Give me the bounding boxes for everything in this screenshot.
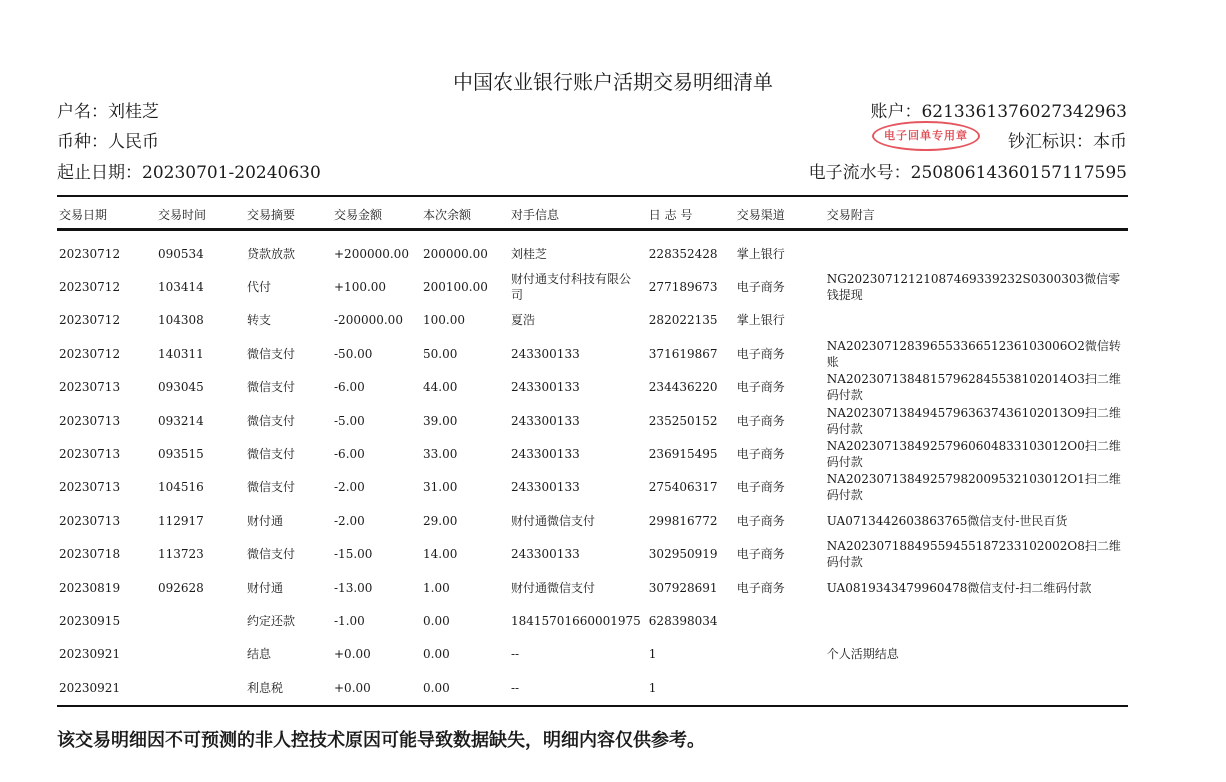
cell-balance: 0.00 <box>423 647 450 662</box>
cell-channel: 电子商务 <box>736 447 785 462</box>
label: 币种： <box>57 132 108 152</box>
column-header-time: 交易时间 <box>156 200 245 230</box>
cell-channel: 电子商务 <box>736 547 785 562</box>
cell-remark: NA20230713849457963637436102013O9扫二维码付款 <box>826 405 1121 436</box>
cell-balance: 29.00 <box>423 513 458 528</box>
cell-summary: 微信支付 <box>247 380 296 395</box>
cell-log-number: 228352428 <box>648 246 718 261</box>
cell-remark <box>825 604 1128 637</box>
cell-amount: +100.00 <box>334 280 387 295</box>
cell-counterparty: 刘桂芝 <box>511 246 548 261</box>
cell-balance: 33.00 <box>423 447 458 462</box>
cell-counterparty: 243300133 <box>511 480 580 495</box>
cell-remark: 个人活期结息 <box>826 647 899 662</box>
column-header-balance: 本次余额 <box>421 200 509 230</box>
cell-log-number: 275406317 <box>648 480 718 495</box>
cell-date: 20230712 <box>59 346 121 361</box>
date-range <box>57 158 321 183</box>
table-row <box>57 504 1128 537</box>
cell-time: 092628 <box>158 580 204 595</box>
cell-date: 20230921 <box>59 680 121 695</box>
cell-channel: 电子商务 <box>736 580 785 595</box>
cell-amount: +0.00 <box>334 680 371 695</box>
cell-summary: 结息 <box>247 647 272 662</box>
cell-summary: 利息税 <box>247 680 284 695</box>
divider <box>57 705 1128 707</box>
cell-amount: -6.00 <box>334 380 365 395</box>
cell-remark: NA20230713848157962845538102014O3扫二维码付款 <box>826 372 1121 403</box>
cell-time: 093515 <box>158 447 204 462</box>
cell-channel: 电子商务 <box>736 380 785 395</box>
cell-date: 20230713 <box>59 480 121 495</box>
table-row <box>57 270 1128 303</box>
table-row <box>57 671 1128 704</box>
cell-balance: 100.00 <box>423 313 465 328</box>
cell-amount: -1.00 <box>334 613 365 628</box>
cell-log-number: 299816772 <box>648 513 718 528</box>
cell-remark: UA0819343479960478微信支付-扫二维码付款 <box>826 580 1092 595</box>
column-header-remark: 交易附言 <box>825 200 1128 230</box>
cell-counterparty: 财付通支付科技有限公司 <box>511 272 632 303</box>
cell-summary: 微信支付 <box>247 346 296 361</box>
cell-date: 20230713 <box>59 447 121 462</box>
label: 起止日期： <box>57 163 142 183</box>
cell-summary: 微信支付 <box>247 547 296 562</box>
cell-counterparty: 243300133 <box>511 346 580 361</box>
table-row <box>57 337 1128 370</box>
cell-summary: 财付通 <box>247 580 284 595</box>
cell-channel: 掌上银行 <box>736 246 785 261</box>
cell-log-number: 628398034 <box>648 613 718 628</box>
cell-summary: 财付通 <box>247 513 284 528</box>
cell-time: 140311 <box>158 346 204 361</box>
cell-summary: 微信支付 <box>247 447 296 462</box>
cell-remark: NA20230713849257982009532103012O1扫二维码付款 <box>826 472 1121 503</box>
account-holder <box>57 97 159 122</box>
cell-date: 20230718 <box>59 547 121 562</box>
cell-counterparty: 夏浩 <box>511 313 536 328</box>
column-header-summary: 交易摘要 <box>245 200 332 230</box>
cell-log-number: 234436220 <box>648 380 718 395</box>
cell-counterparty: 18415701660001975 <box>511 613 641 628</box>
cell-summary: 微信支付 <box>247 480 296 495</box>
cell-log-number: 236915495 <box>648 447 718 462</box>
table-row <box>57 404 1128 437</box>
serial-number-value: 25080614360157117595 <box>910 163 1127 183</box>
cell-time: 104516 <box>158 480 204 495</box>
cell-time: 104308 <box>158 313 204 328</box>
label: 户名： <box>57 102 108 122</box>
cell-time <box>156 671 245 704</box>
cell-remark <box>825 304 1128 337</box>
disclaimer-note: 该交易明细因不可预测的非人控技术原因可能导致数据缺失，明细内容仅供参考。 <box>57 730 705 751</box>
table-row <box>57 471 1128 504</box>
cell-time: 113723 <box>158 547 204 562</box>
cell-date: 20230713 <box>59 380 121 395</box>
cell-time <box>156 638 245 671</box>
account-holder-value: 刘桂芝 <box>108 102 159 122</box>
cell-summary: 微信支付 <box>247 413 296 428</box>
table-row <box>57 571 1128 604</box>
cell-log-number: 1 <box>648 680 657 695</box>
cell-channel: 电子商务 <box>736 280 785 295</box>
cell-date: 20230712 <box>59 246 121 261</box>
transaction-table <box>57 200 1128 704</box>
cell-time: 112917 <box>158 513 204 528</box>
cell-amount: -13.00 <box>334 580 373 595</box>
cell-remark: NA20230712839655336651236103006O2微信转账 <box>826 338 1121 369</box>
cell-time: 093214 <box>158 413 204 428</box>
cell-balance: 39.00 <box>423 413 458 428</box>
cell-time: 103414 <box>158 280 204 295</box>
cell-counterparty: -- <box>511 680 520 695</box>
cell-time: 090534 <box>158 246 204 261</box>
cell-date: 20230819 <box>59 580 121 595</box>
cell-balance: 0.00 <box>423 680 450 695</box>
column-header-log-number: 日 志 号 <box>647 200 735 230</box>
page-title: 中国农业银行账户活期交易明细清单 <box>453 70 773 94</box>
cell-date: 20230921 <box>59 647 121 662</box>
cell-remark: NG20230712121087469339232S0300303微信零钱提现 <box>826 272 1121 303</box>
table-row <box>57 604 1128 637</box>
label: 电子流水号： <box>808 163 911 183</box>
cell-summary: 约定还款 <box>247 613 296 628</box>
cell-balance: 0.00 <box>423 613 450 628</box>
cell-date: 20230712 <box>59 280 121 295</box>
cell-channel <box>735 671 825 704</box>
cell-log-number: 302950919 <box>648 547 718 562</box>
cell-log-number: 1 <box>648 647 657 662</box>
cell-channel: 电子商务 <box>736 413 785 428</box>
cell-remark: UA0713442603863765微信支付-世民百货 <box>826 513 1068 528</box>
date-range-value: 20230701-20240630 <box>142 163 321 183</box>
table-row <box>57 371 1128 404</box>
cell-balance: 200100.00 <box>423 280 488 295</box>
cell-counterparty: 243300133 <box>511 447 580 462</box>
cell-channel: 电子商务 <box>736 480 785 495</box>
cell-amount: -2.00 <box>334 480 365 495</box>
official-seal-stamp: 电子回单专用章 <box>872 121 980 151</box>
table-row <box>57 638 1128 671</box>
account-number <box>870 97 1127 122</box>
divider <box>57 195 1128 197</box>
cell-channel: 电子商务 <box>736 346 785 361</box>
cell-time: 093045 <box>158 380 204 395</box>
cell-remark: NA20230718849559455187233102002O8扫二维码付款 <box>826 539 1121 570</box>
cash-flag-value: 本币 <box>1093 132 1127 152</box>
cell-remark <box>825 230 1128 271</box>
cell-balance: 14.00 <box>423 547 458 562</box>
cell-balance: 50.00 <box>423 346 458 361</box>
cell-log-number: 282022135 <box>648 313 718 328</box>
cell-amount: +0.00 <box>334 647 371 662</box>
cell-amount: -6.00 <box>334 447 365 462</box>
cell-log-number: 277189673 <box>648 280 718 295</box>
cell-counterparty: -- <box>511 647 520 662</box>
cell-summary: 贷款放款 <box>247 246 296 261</box>
table-row <box>57 230 1128 271</box>
account-number-value: 6213361376027342963 <box>921 102 1127 122</box>
cell-date: 20230713 <box>59 513 121 528</box>
table-header <box>57 200 1128 230</box>
cell-channel <box>735 638 825 671</box>
cell-amount: -2.00 <box>334 513 365 528</box>
cell-date: 20230915 <box>59 613 121 628</box>
cell-balance: 200000.00 <box>423 246 488 261</box>
label: 账户： <box>870 102 922 122</box>
currency <box>57 127 159 152</box>
table-row <box>57 304 1128 337</box>
table-row <box>57 538 1128 571</box>
cell-time <box>156 604 245 637</box>
cell-remark: NA20230713849257960604833103012O0扫二维码付款 <box>826 439 1121 470</box>
label: 钞汇标识： <box>1008 132 1093 152</box>
cell-summary: 转支 <box>247 313 272 328</box>
currency-value: 人民币 <box>108 132 159 152</box>
cell-balance: 44.00 <box>423 380 458 395</box>
cell-amount: -5.00 <box>334 413 365 428</box>
cell-counterparty: 财付通微信支付 <box>511 513 596 528</box>
cash-flag <box>1008 127 1127 152</box>
table-row <box>57 437 1128 470</box>
cell-date: 20230712 <box>59 313 121 328</box>
cell-date: 20230713 <box>59 413 121 428</box>
column-header-channel: 交易渠道 <box>735 200 825 230</box>
cell-balance: 1.00 <box>423 580 450 595</box>
cell-log-number: 307928691 <box>648 580 718 595</box>
column-header-date: 交易日期 <box>57 200 156 230</box>
cell-counterparty: 243300133 <box>511 380 580 395</box>
cell-log-number: 371619867 <box>648 346 718 361</box>
cell-channel: 电子商务 <box>736 513 785 528</box>
cell-log-number: 235250152 <box>648 413 718 428</box>
cell-remark <box>825 671 1128 704</box>
cell-balance: 31.00 <box>423 480 458 495</box>
column-header-counterparty: 对手信息 <box>509 200 647 230</box>
cell-channel: 掌上银行 <box>736 313 785 328</box>
cell-channel <box>735 604 825 637</box>
cell-amount: -50.00 <box>334 346 373 361</box>
column-header-amount: 交易金额 <box>332 200 421 230</box>
cell-summary: 代付 <box>247 280 272 295</box>
serial-number <box>809 158 1127 183</box>
cell-counterparty: 财付通微信支付 <box>511 580 596 595</box>
cell-counterparty: 243300133 <box>511 547 580 562</box>
cell-counterparty: 243300133 <box>511 413 580 428</box>
cell-amount: -15.00 <box>334 547 373 562</box>
cell-amount: -200000.00 <box>334 313 403 328</box>
cell-amount: +200000.00 <box>334 246 409 261</box>
